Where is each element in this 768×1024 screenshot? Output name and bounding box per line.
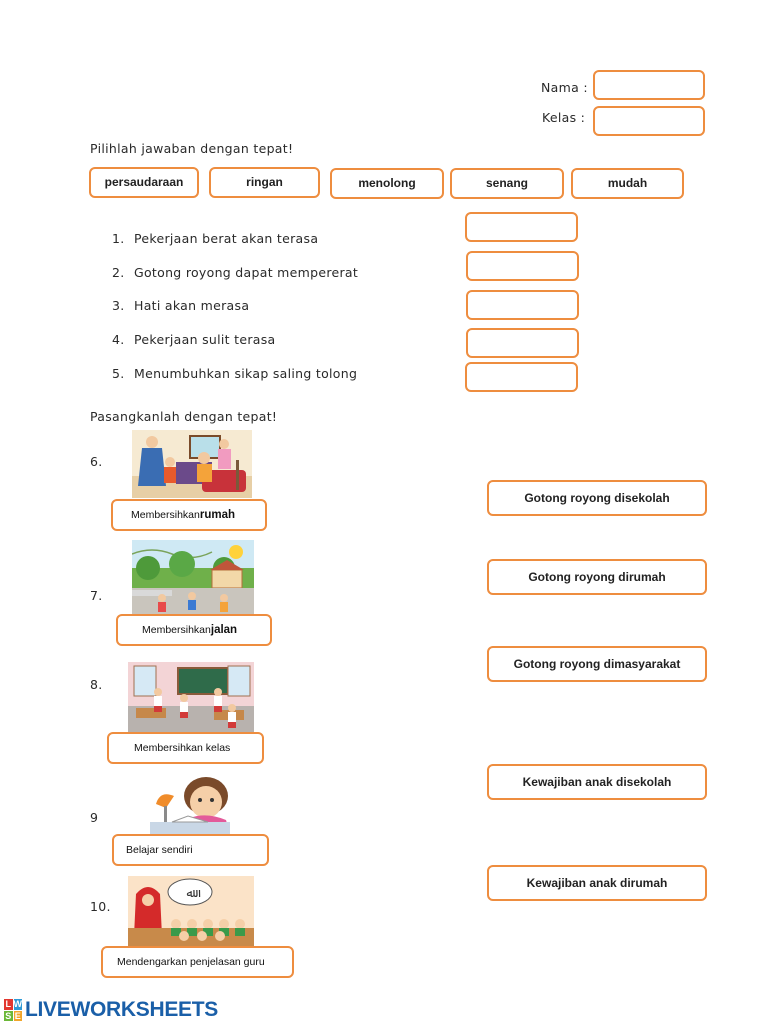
- logo-letter: S: [5, 1010, 12, 1021]
- name-label: Nama :: [541, 80, 588, 95]
- question-text: Gotong royong dapat mempererat: [134, 265, 359, 280]
- caption-box[interactable]: [112, 834, 269, 866]
- word-option[interactable]: persaudaraan: [89, 167, 199, 198]
- word-option[interactable]: ringan: [209, 167, 320, 198]
- caption-text: Membersihkan: [131, 509, 200, 521]
- liveworksheets-logo-icon: [4, 999, 22, 1021]
- answer-input-2[interactable]: [466, 251, 579, 281]
- caption-box[interactable]: [111, 499, 267, 531]
- answer-input-3[interactable]: [466, 290, 579, 320]
- match-number: 9: [90, 810, 99, 825]
- answer-input-4[interactable]: [466, 328, 579, 358]
- match-number: 7.: [90, 588, 103, 603]
- word-option[interactable]: mudah: [571, 168, 684, 199]
- caption-box[interactable]: [101, 946, 294, 978]
- section2-instruction: Pasangkanlah dengan tepat!: [90, 409, 278, 424]
- caption-text: Membersihkan: [142, 624, 211, 636]
- class-label: Kelas :: [542, 110, 586, 125]
- answer-input-1[interactable]: [465, 212, 578, 242]
- answer-input-5[interactable]: [465, 362, 578, 392]
- question-text: Menumbuhkan sikap saling tolong: [134, 366, 358, 381]
- question-number: 4.: [112, 332, 125, 347]
- section1-instruction: Pilihlah jawaban dengan tepat!: [90, 141, 294, 156]
- family-cleaning-house-picture: [132, 430, 252, 498]
- brand-name: LIVEWORKSHEETS: [25, 998, 218, 1021]
- match-target[interactable]: Gotong royong disekolah: [487, 480, 707, 516]
- logo-letter: W: [13, 999, 22, 1010]
- class-input[interactable]: [593, 106, 705, 136]
- question-item: [112, 366, 357, 381]
- match-target[interactable]: Kewajiban anak disekolah: [487, 764, 707, 800]
- question-item: [112, 332, 276, 347]
- match-target[interactable]: Gotong royong dirumah: [487, 559, 707, 595]
- question-number: 3.: [112, 298, 125, 313]
- question-text: Pekerjaan sulit terasa: [134, 332, 276, 347]
- question-number: 5.: [112, 366, 125, 381]
- caption-bold-text: jalan: [210, 624, 238, 636]
- match-number: 8.: [90, 677, 103, 692]
- question-text: Pekerjaan berat akan terasa: [134, 231, 319, 246]
- students-cleaning-classroom-picture: [128, 662, 254, 732]
- caption-text: Membersihkan kelas: [134, 742, 231, 754]
- name-input[interactable]: [593, 70, 705, 100]
- question-number: 2.: [112, 265, 125, 280]
- match-target[interactable]: Gotong royong dimasyarakat: [487, 646, 707, 682]
- question-item: [112, 231, 318, 246]
- child-studying-picture: [126, 776, 252, 836]
- match-number: 10.: [90, 899, 111, 914]
- caption-bold-text: rumah: [199, 509, 236, 521]
- word-option[interactable]: menolong: [330, 168, 444, 199]
- caption-text: Mendengarkan penjelasan guru: [117, 956, 265, 968]
- question-item: [112, 265, 358, 280]
- caption-text: Belajar sendiri: [126, 844, 193, 856]
- caption-box[interactable]: [116, 614, 272, 646]
- logo-letter: E: [14, 1010, 21, 1021]
- teacher-explaining-class-picture: [128, 876, 254, 946]
- question-text: Hati akan merasa: [134, 298, 250, 313]
- logo-letter: L: [5, 999, 11, 1010]
- caption-box[interactable]: [107, 732, 264, 764]
- match-number: 6.: [90, 454, 103, 469]
- word-option[interactable]: senang: [450, 168, 564, 199]
- liveworksheets-logo[interactable]: [4, 998, 218, 1022]
- question-item: [112, 298, 249, 313]
- question-number: 1.: [112, 231, 125, 246]
- svg-text:ﷲ: ﷲ: [186, 886, 194, 900]
- community-cleaning-street-picture: [132, 540, 254, 614]
- match-target[interactable]: Kewajiban anak dirumah: [487, 865, 707, 901]
